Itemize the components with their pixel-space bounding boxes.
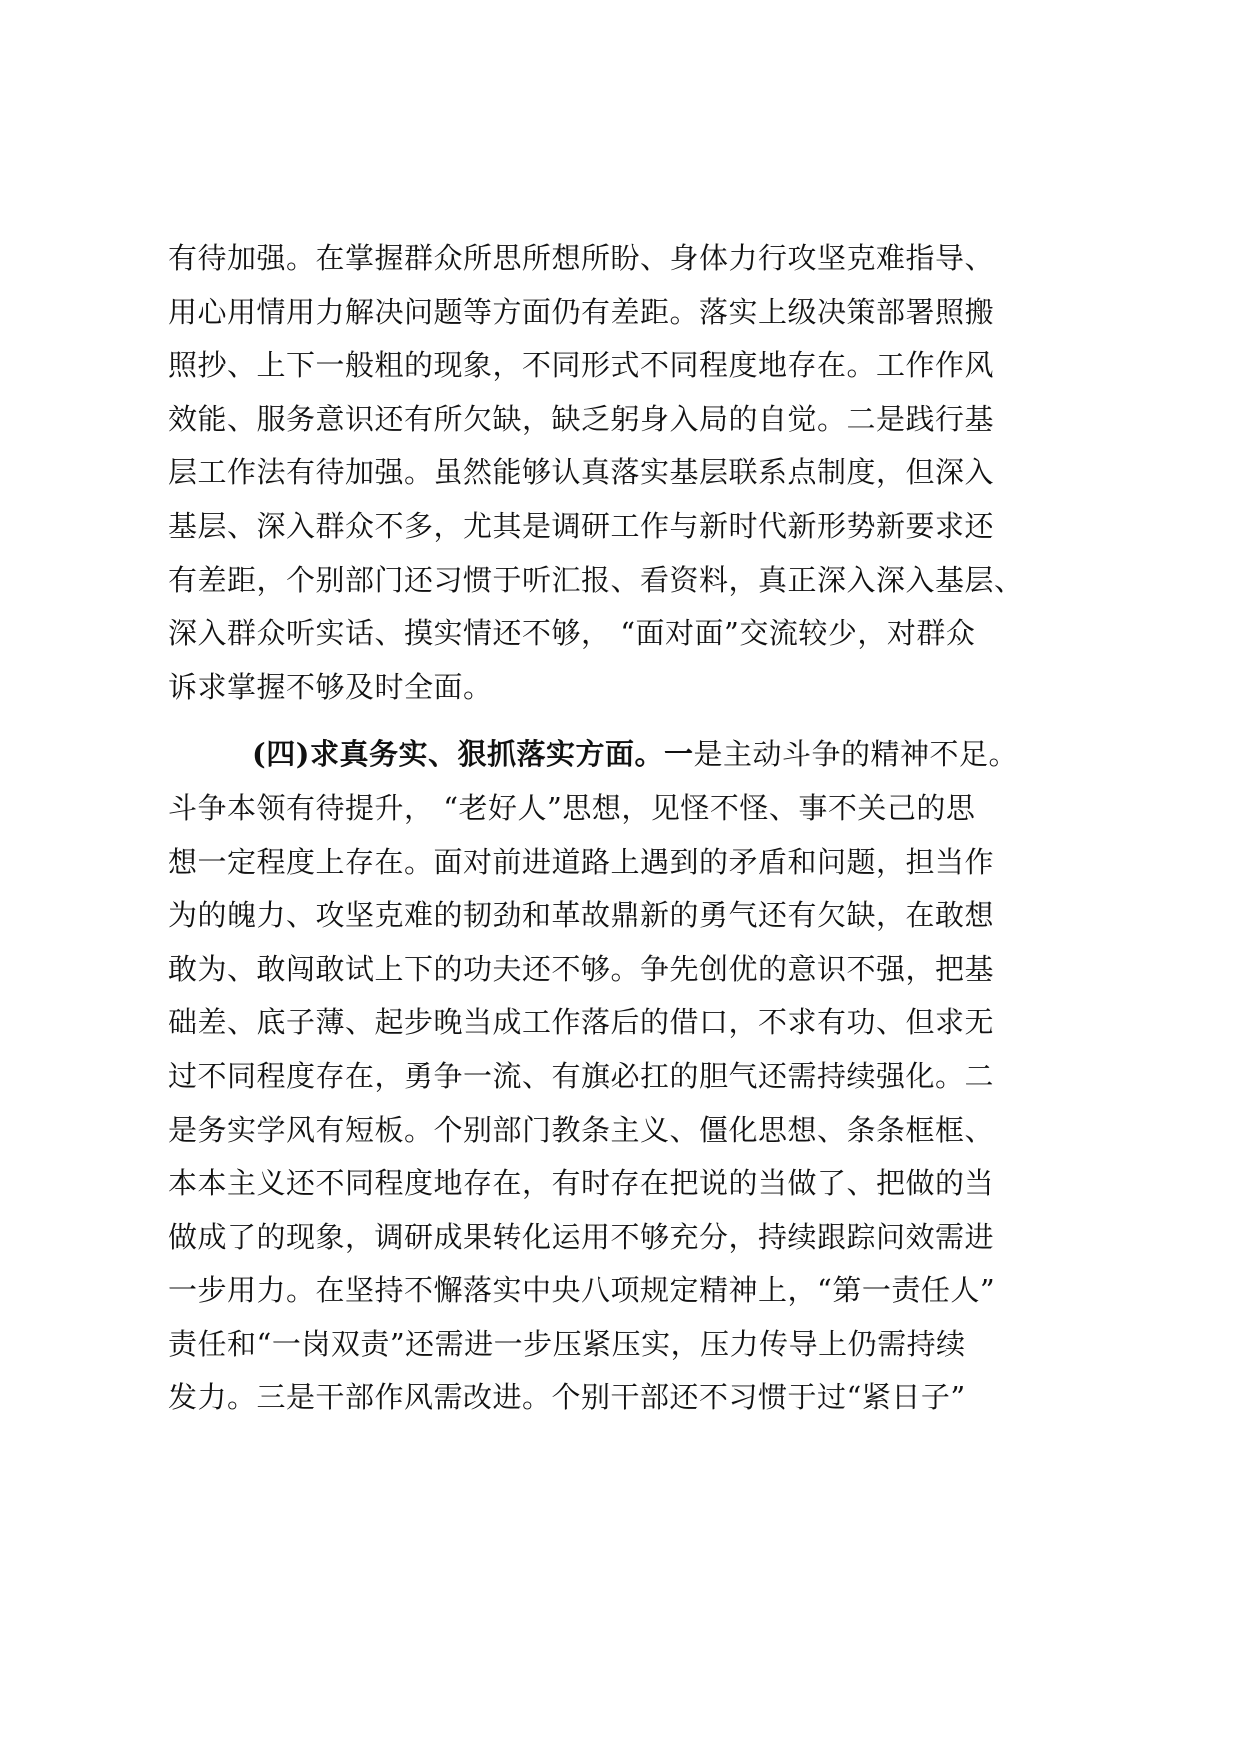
heading-line-rest: 是主动斗争的精神不足。 — [693, 737, 1018, 772]
text-line: 照抄、上下一般粗的现象，不同形式不同程度地存在。工作作风 — [168, 348, 995, 383]
text-line: 过不同程度存在，勇争一流、有旗必扛的胆气还需持续强化。二 — [168, 1058, 995, 1093]
text-line: 为的魄力、攻坚克难的韧劲和革故鼎新的勇气还有欠缺，在敢想 — [168, 898, 995, 933]
item-marker: 一 — [663, 737, 694, 772]
text-line: 本本主义还不同程度地存在，有时存在把说的当做了、把做的当 — [168, 1166, 995, 1201]
text-line: 诉求掌握不够及时全面。 — [168, 669, 493, 704]
paragraph-section-3-continued — [168, 232, 1088, 714]
text-line: 发力。三是干部作风需改进。个别干部还不习惯于过“紧日子” — [168, 1380, 966, 1415]
body-text — [168, 232, 1088, 1425]
section-heading: (四)求真务实、狠抓落实方面。 — [252, 737, 664, 772]
text-line: 有差距，个别部门还习惯于听汇报、看资料，真正深入深入基层、 — [168, 562, 1024, 597]
text-line: 有待加强。在掌握群众所思所想所盼、身体力行攻坚克难指导、 — [168, 241, 995, 275]
paragraph-gap — [168, 714, 1088, 728]
text-line: 斗争本领有待提升， “老好人”思想，见怪不怪、事不关己的思 — [168, 790, 976, 825]
text-line: 效能、服务意识还有所欠缺，缺乏躬身入局的自觉。二是践行基 — [168, 401, 995, 436]
text-line: 是务实学风有短板。个别部门教条主义、僵化思想、条条框框、 — [168, 1112, 995, 1147]
text-line: 敢为、敢闯敢试上下的功夫还不够。争先创优的意识不强，把基 — [168, 951, 995, 986]
text-line: 想一定程度上存在。面对前进道路上遇到的矛盾和问题，担当作 — [168, 844, 995, 879]
section-4-heading-line — [168, 728, 1088, 782]
text-line: 层工作法有待加强。虽然能够认真落实基层联系点制度，但深入 — [168, 455, 995, 490]
text-line: 础差、底子薄、起步晚当成工作落后的借口，不求有功、但求无 — [168, 1005, 995, 1040]
paragraph-section-4 — [168, 728, 1088, 1425]
text-line: 用心用情用力解决问题等方面仍有差距。落实上级决策部署照搬 — [168, 294, 995, 329]
text-line: 做成了的现象，调研成果转化运用不够充分，持续跟踪问效需进 — [168, 1219, 995, 1254]
text-line: 深入群众听实话、摸实情还不够， “面对面”交流较少，对群众 — [168, 616, 976, 651]
text-line: 责任和“一岗双责”还需进一步压紧压实，压力传导上仍需持续 — [168, 1326, 966, 1361]
text-line: 一步用力。在坚持不懈落实中央八项规定精神上，“第一责任人” — [168, 1273, 996, 1308]
text-line: 基层、深入群众不多，尤其是调研工作与新时代新形势新要求还 — [168, 508, 995, 543]
